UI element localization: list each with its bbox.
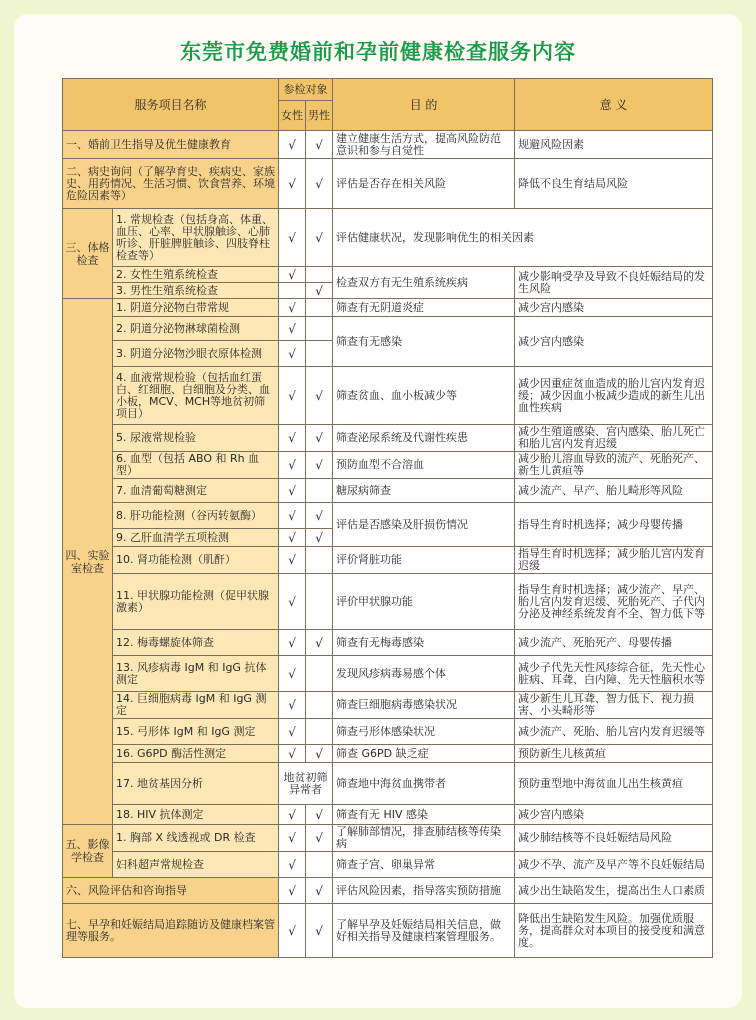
male-empty [306, 317, 333, 341]
meaning-cell: 减少新生儿耳聋、智力低下、视力损害、小头畸形等 [515, 692, 713, 719]
meaning-cell: 减少宫内感染 [515, 317, 713, 367]
male-check: √ [306, 131, 333, 159]
meaning-cell: 减少因重症贫血造成的胎儿宫内发育迟缓；减少因血小板减少造成的新生儿出血性疾病 [515, 367, 713, 425]
male-check: √ [306, 159, 333, 209]
meaning-cell: 减少影响受孕及导致不良妊娠结局的发生风险 [515, 267, 713, 299]
meaning-cell: 减少宫内感染 [515, 805, 713, 825]
male-empty [306, 341, 333, 367]
table-row [63, 852, 713, 878]
male-empty [306, 479, 333, 503]
meaning-cell: 降低不良生育结局风险 [515, 159, 713, 209]
table-row [63, 878, 713, 904]
header-female: 女性 [279, 101, 306, 131]
item-cell: 3. 男性生殖系统检查 [113, 283, 279, 299]
goal-cell: 发现风疹病毒易感个体 [333, 656, 515, 692]
meaning-cell: 降低出生缺陷发生风险。加强优质服务，提高群众对本项目的接受度和满意度。 [515, 904, 713, 958]
meaning-cell: 减少出生缺陷发生，提高出生人口素质 [515, 878, 713, 904]
female-check: √ [279, 503, 306, 529]
section-5-label: 五、影像学检查 [63, 825, 113, 878]
male-empty [306, 852, 333, 878]
item-cell: 2. 女性生殖系统检查 [113, 267, 279, 283]
meaning-cell: 指导生育时机选择；减少母婴传播 [515, 503, 713, 547]
goal-cell: 评估是否存在相关风险 [333, 159, 515, 209]
meaning-cell: 减少肺结核等不良妊娠结局风险 [515, 825, 713, 852]
goal-cell: 检查双方有无生殖系统疾病 [333, 267, 515, 299]
table-row [63, 267, 713, 283]
header-meaning: 意 义 [515, 79, 713, 131]
goal-cell: 建立健康生活方式，提高风险防范意识和参与自觉性 [333, 131, 515, 159]
goal-cell: 筛查有无感染 [333, 317, 515, 367]
table-row [63, 425, 713, 452]
goal-cell: 筛查弓形体感染状况 [333, 719, 515, 745]
item-cell: 9. 乙肝血清学五项检测 [113, 529, 279, 547]
table-row [63, 503, 713, 529]
male-empty [306, 267, 333, 283]
female-check: √ [279, 267, 306, 283]
male-check: √ [306, 745, 333, 763]
female-check: √ [279, 529, 306, 547]
male-check: √ [306, 503, 333, 529]
table-row [63, 825, 713, 852]
female-check: √ [279, 209, 306, 267]
female-check: √ [279, 656, 306, 692]
goal-cell: 评估健康状况，发现影响优生的相关因素 [333, 209, 713, 267]
female-check: √ [279, 341, 306, 367]
goal-cell: 筛查泌尿系统及代谢性疾患 [333, 425, 515, 452]
service-table [62, 78, 713, 958]
table-row [63, 131, 713, 159]
table-row [63, 630, 713, 656]
male-check: √ [306, 904, 333, 958]
female-check: √ [279, 159, 306, 209]
table-row [63, 574, 713, 630]
goal-cell: 了解早孕及妊娠结局相关信息，做好相关指导及健康档案管理服务。 [333, 904, 515, 958]
item-cell: 11. 甲状腺功能检测（促甲状腺激素） [113, 574, 279, 630]
meaning-cell: 减少流产、早产、胎儿畸形等风险 [515, 479, 713, 503]
meaning-cell: 减少流产、死胎死产、母婴传播 [515, 630, 713, 656]
male-empty [306, 574, 333, 630]
goal-cell: 了解肺部情况，排查肺结核等传染病 [333, 825, 515, 852]
table-row [63, 479, 713, 503]
female-check: √ [279, 131, 306, 159]
item-cell: 17. 地贫基因分析 [113, 763, 279, 805]
female-check: √ [279, 904, 306, 958]
meaning-cell: 减少生殖道感染、宫内感染、胎儿死亡和胎儿宫内发育迟缓 [515, 425, 713, 452]
item-cell: 3. 阴道分泌物沙眼衣原体检测 [113, 341, 279, 367]
female-check: √ [279, 574, 306, 630]
page-title: 东莞市免费婚前和孕前健康检查服务内容 [180, 40, 576, 64]
male-check: √ [306, 878, 333, 904]
item-cell: 6. 血型（包括 ABO 和 Rh 血型） [113, 452, 279, 479]
item-cell: 12. 梅毒螺旋体筛查 [113, 630, 279, 656]
goal-cell: 预防血型不合溶血 [333, 452, 515, 479]
female-check: √ [279, 367, 306, 425]
header-goal: 目 的 [333, 79, 515, 131]
male-empty [306, 547, 333, 574]
female-check: √ [279, 825, 306, 852]
table-row [63, 763, 713, 805]
female-check: √ [279, 692, 306, 719]
meaning-cell: 预防重型地中海贫血儿出生核黄疸 [515, 763, 713, 805]
item-cell: 18. HIV 抗体测定 [113, 805, 279, 825]
item-cell: 4. 血液常规检验（包括血红蛋白、红细胞、白细胞及分类、血小板，MCV、MCH等地贫初筛项目） [113, 367, 279, 425]
header-row [63, 79, 713, 101]
goal-cell: 筛查子宫、卵巢异常 [333, 852, 515, 878]
goal-cell: 筛查地中海贫血携带者 [333, 763, 515, 805]
female-check: √ [279, 630, 306, 656]
section-7-label: 七、早孕和妊娠结局追踪随访及健康档案管理等服务。 [63, 904, 279, 958]
female-check: √ [279, 452, 306, 479]
table-row [63, 805, 713, 825]
item-cell: 1. 阴道分泌物白带常规 [113, 299, 279, 317]
goal-cell: 筛查有无梅毒感染 [333, 630, 515, 656]
item-cell: 2. 阴道分泌物淋球菌检测 [113, 317, 279, 341]
item-cell: 7. 血清葡萄糖测定 [113, 479, 279, 503]
goal-cell: 评估是否感染及肝损伤情况 [333, 503, 515, 547]
female-check: √ [279, 805, 306, 825]
table-row [63, 367, 713, 425]
male-check: √ [306, 825, 333, 852]
male-empty [306, 299, 333, 317]
goal-cell: 筛查有无阴道炎症 [333, 299, 515, 317]
item-cell: 8. 肝功能检测（谷丙转氨酶） [113, 503, 279, 529]
section-4-label: 四、实验室检查 [63, 299, 113, 825]
female-empty [279, 283, 306, 299]
goal-cell: 筛查 G6PD 缺乏症 [333, 745, 515, 763]
table-row [63, 317, 713, 341]
meaning-cell: 指导生育时机选择；减少流产、早产、胎儿宫内发育迟缓、死胎死产、子代内分泌及神经系统发育不全、智力低下等 [515, 574, 713, 630]
goal-cell: 评价甲状腺功能 [333, 574, 515, 630]
goal-cell: 评价肾脏功能 [333, 547, 515, 574]
goal-cell: 评估风险因素，指导落实预防措施 [333, 878, 515, 904]
meaning-cell: 减少子代先天性风疹综合征，先天性心脏病、耳聋、白内障、先天性脑积水等 [515, 656, 713, 692]
table-row [63, 299, 713, 317]
item-cell: 10. 肾功能检测（肌酐） [113, 547, 279, 574]
male-check: √ [306, 630, 333, 656]
table-row [63, 656, 713, 692]
female-check: √ [279, 299, 306, 317]
header-male: 男性 [306, 101, 333, 131]
service-sheet [14, 14, 742, 1008]
male-check: √ [306, 529, 333, 547]
goal-cell: 筛查贫血、血小板减少等 [333, 367, 515, 425]
table-row [63, 904, 713, 958]
meaning-cell: 减少不孕、流产及早产等不良妊娠结局 [515, 852, 713, 878]
section-3-label: 三、体格检查 [63, 209, 113, 299]
item-cell: 15. 弓形体 IgM 和 IgG 测定 [113, 719, 279, 745]
meaning-cell: 指导生育时机选择；减少胎儿宫内发育迟缓 [515, 547, 713, 574]
male-check: √ [306, 367, 333, 425]
item-cell: 14. 巨细胞病毒 IgM 和 IgG 测定 [113, 692, 279, 719]
male-check: √ [306, 425, 333, 452]
table-row [63, 692, 713, 719]
female-check: √ [279, 878, 306, 904]
male-check: √ [306, 209, 333, 267]
female-check: √ [279, 425, 306, 452]
item-cell: 1. 胸部 X 线透视或 DR 检查 [113, 825, 279, 852]
header-target: 参检对象 [279, 79, 333, 101]
section-2-label: 二、病史询问（了解孕育史、疾病史、家族史、用药情况、生活习惯、饮食营养、环境危险因素等） [63, 159, 279, 209]
header-item: 服务项目名称 [63, 79, 279, 131]
male-check: √ [306, 805, 333, 825]
table-row [63, 209, 713, 267]
male-empty [306, 692, 333, 719]
meaning-cell: 规避风险因素 [515, 131, 713, 159]
meaning-cell: 减少流产、死胎、胎儿宫内发育迟缓等 [515, 719, 713, 745]
item-cell: 妇科超声常规检查 [113, 852, 279, 878]
item-cell: 1. 常规检查（包括身高、体重、血压、心率、甲状腺触诊、心肺听诊、肝脏脾脏触诊、四肢脊柱检查等） [113, 209, 279, 267]
table-row [63, 719, 713, 745]
meaning-cell: 减少宫内感染 [515, 299, 713, 317]
goal-cell: 筛查巨细胞病毒感染状况 [333, 692, 515, 719]
male-check: √ [306, 283, 333, 299]
goal-cell: 筛查有无 HIV 感染 [333, 805, 515, 825]
male-empty [306, 719, 333, 745]
female-check: √ [279, 547, 306, 574]
table-row [63, 745, 713, 763]
male-empty [306, 656, 333, 692]
female-check: √ [279, 719, 306, 745]
goal-cell: 糖尿病筛查 [333, 479, 515, 503]
female-check: √ [279, 852, 306, 878]
female-check: √ [279, 479, 306, 503]
table-row [63, 159, 713, 209]
table-row [63, 452, 713, 479]
female-check: √ [279, 317, 306, 341]
section-1-label: 一、婚前卫生指导及优生健康教育 [63, 131, 279, 159]
target-cell: 地贫初筛异常者 [279, 763, 333, 805]
male-check: √ [306, 452, 333, 479]
table-row [63, 547, 713, 574]
item-cell: 5. 尿液常规检验 [113, 425, 279, 452]
meaning-cell: 减少胎儿溶血导致的流产、死胎死产、新生儿黄疸等 [515, 452, 713, 479]
section-6-label: 六、风险评估和咨询指导 [63, 878, 279, 904]
female-check: √ [279, 745, 306, 763]
meaning-cell: 预防新生儿核黄疸 [515, 745, 713, 763]
item-cell: 16. G6PD 酶活性测定 [113, 745, 279, 763]
item-cell: 13. 风疹病毒 IgM 和 IgG 抗体测定 [113, 656, 279, 692]
